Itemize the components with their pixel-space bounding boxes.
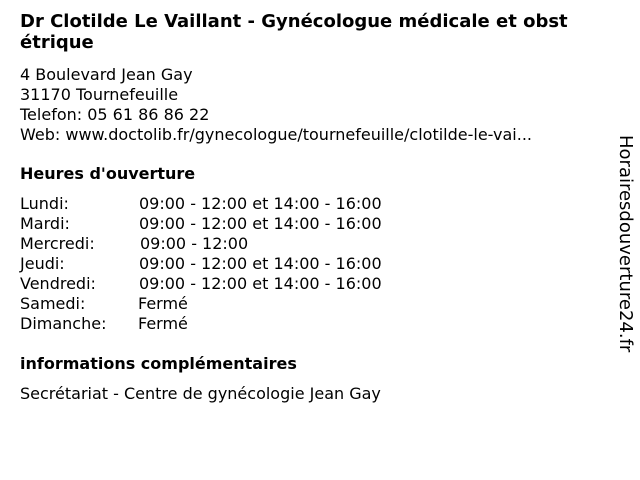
watermark-text: Horairesdouverture24.fr	[615, 135, 636, 353]
time-value: 09:00 - 12:00 et 14:00 - 16:00	[139, 274, 382, 293]
time-value: 09:00 - 12:00 et 14:00 - 16:00	[139, 254, 382, 273]
day-label: Dimanche:	[20, 314, 107, 333]
title-line-2: étrique	[20, 32, 94, 53]
hours-heading: Heures d'ouverture	[20, 164, 196, 183]
day-label: Mardi:	[20, 214, 70, 233]
day-label: Lundi:	[20, 194, 69, 213]
time-value: 09:00 - 12:00 et 14:00 - 16:00	[139, 194, 382, 213]
time-value: Fermé	[138, 314, 188, 333]
phone-number: Telefon: 05 61 86 86 22	[20, 105, 210, 124]
info-text: Secrétariat - Centre de gynécologie Jean Gay	[20, 384, 381, 403]
day-label: Jeudi:	[20, 254, 65, 273]
city-address: 31170 Tournefeuille	[20, 85, 179, 104]
street-address: 4 Boulevard Jean Gay	[20, 65, 193, 84]
time-value: 09:00 - 12:00	[140, 234, 249, 253]
title-line-1: Dr Clotilde Le Vaillant - Gynécologue médicale et obst	[20, 11, 568, 32]
info-heading: informations complémentaires	[20, 354, 297, 373]
time-value: 09:00 - 12:00 et 14:00 - 16:00	[139, 214, 382, 233]
page-title	[20, 11, 620, 53]
time-value: Fermé	[138, 294, 188, 313]
address-block	[20, 65, 532, 145]
day-label: Vendredi:	[20, 274, 96, 293]
website-link[interactable]: Web: www.doctolib.fr/gynecologue/tournefeuille/clotilde-le-vai...	[20, 125, 532, 144]
day-label: Mercredi:	[20, 234, 95, 253]
day-label: Samedi:	[20, 294, 86, 313]
